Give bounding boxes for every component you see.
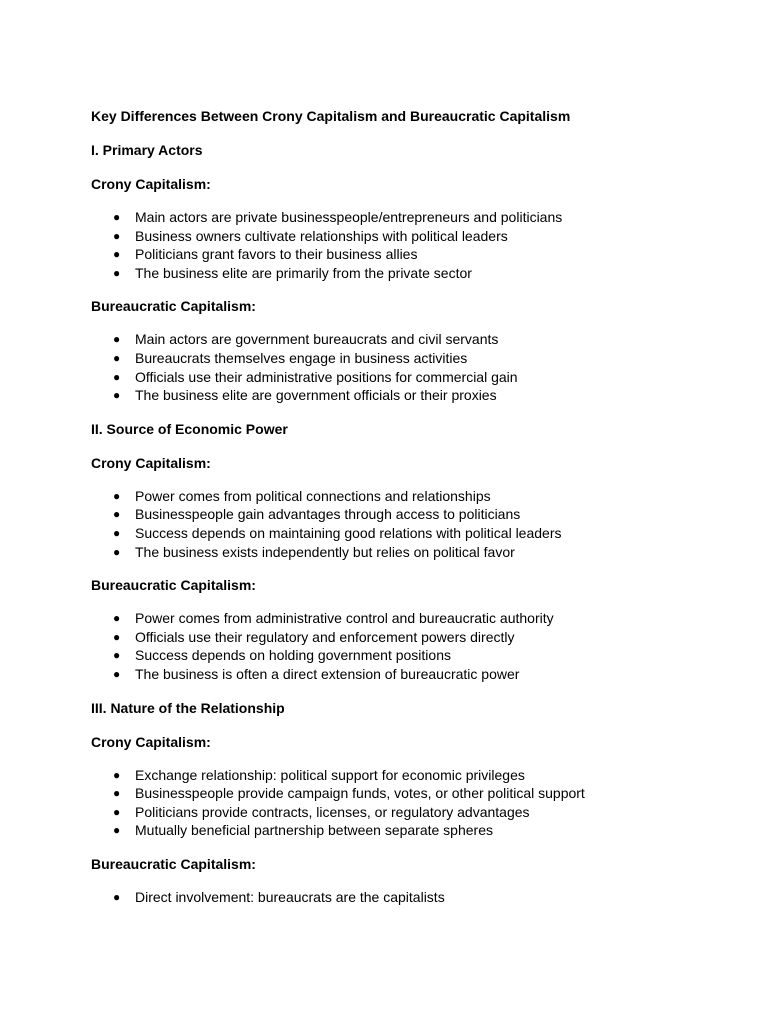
bullet-icon: ● xyxy=(113,210,121,224)
section-nature-of-relationship xyxy=(91,698,711,907)
list-item xyxy=(91,505,711,524)
list-item-text: Power comes from administrative control and bureaucratic authority xyxy=(135,610,554,627)
subheading-bureaucratic: Bureaucratic Capitalism: xyxy=(91,298,256,315)
document-title: Key Differences Between Crony Capitalism and Bureaucratic Capitalism xyxy=(91,108,571,124)
list-item xyxy=(91,330,711,349)
list-item-text: Direct involvement: bureaucrats are the capitalists xyxy=(135,888,445,905)
list-item-text: The business elite are primarily from the private sector xyxy=(135,264,472,281)
list-item-text: Officials use their regulatory and enforcement powers directly xyxy=(135,628,515,645)
list-item xyxy=(91,368,711,387)
bullet-icon: ● xyxy=(113,767,121,782)
list-item xyxy=(91,646,711,665)
bullet-icon: ● xyxy=(113,228,121,243)
bullet-list xyxy=(91,888,711,907)
list-item xyxy=(91,784,711,803)
subheading-crony: Crony Capitalism: xyxy=(91,454,211,471)
list-item xyxy=(91,888,711,907)
list-item-text: Main actors are private businesspeople/entrepreneurs and politicians xyxy=(135,209,563,225)
bullet-icon: ● xyxy=(113,488,121,503)
section-heading: I. Primary Actors xyxy=(91,142,203,158)
list-item xyxy=(91,487,711,506)
list-item-text: Politicians provide contracts, licenses, or regulatory advantages xyxy=(135,803,530,820)
bullet-icon: ● xyxy=(113,247,121,262)
bullet-icon: ● xyxy=(113,350,121,365)
list-item xyxy=(91,349,711,368)
list-item-text: Officials use their administrative positions for commercial gain xyxy=(135,368,518,385)
bullet-icon: ● xyxy=(113,525,121,540)
list-item xyxy=(91,386,711,405)
list-item-text: Bureaucrats themselves engage in business activities xyxy=(135,349,468,366)
list-item-text: Success depends on holding government positions xyxy=(135,647,451,664)
bullet-icon: ● xyxy=(113,666,121,681)
bullet-list xyxy=(91,487,711,561)
list-item xyxy=(91,227,711,246)
subheading-bureaucratic: Bureaucratic Capitalism: xyxy=(91,855,256,872)
section-source-of-economic-power xyxy=(91,419,711,684)
list-item xyxy=(91,628,711,647)
bullet-icon: ● xyxy=(113,507,121,522)
list-item-text: The business is often a direct extension of bureaucratic power xyxy=(135,665,520,682)
list-item-text: Main actors are government bureaucrats and civil servants xyxy=(135,331,499,348)
list-item-text: The business exists independently but relies on political favor xyxy=(135,543,515,560)
bullet-icon: ● xyxy=(113,388,121,403)
subheading-crony: Crony Capitalism: xyxy=(91,176,211,192)
list-item-text: Power comes from political connections and relationships xyxy=(135,487,491,504)
bullet-icon: ● xyxy=(113,804,121,819)
bullet-list xyxy=(91,330,711,404)
subheading-crony: Crony Capitalism: xyxy=(91,733,211,750)
list-item-text: Businesspeople provide campaign funds, votes, or other political support xyxy=(135,785,585,802)
bullet-list xyxy=(91,208,711,282)
list-item xyxy=(91,609,711,628)
list-item xyxy=(91,821,711,840)
list-item xyxy=(91,803,711,822)
list-item xyxy=(91,665,711,684)
bullet-icon: ● xyxy=(113,889,121,904)
bullet-icon: ● xyxy=(113,265,121,280)
subheading-bureaucratic: Bureaucratic Capitalism: xyxy=(91,577,256,594)
section-heading: II. Source of Economic Power xyxy=(91,420,288,437)
section-heading: III. Nature of the Relationship xyxy=(91,699,285,716)
list-item xyxy=(91,264,711,283)
list-item-text: Politicians grant favors to their business allies xyxy=(135,246,418,263)
bullet-icon: ● xyxy=(113,332,121,347)
list-item xyxy=(91,543,711,562)
bullet-list xyxy=(91,766,711,840)
bullet-icon: ● xyxy=(113,629,121,644)
bullet-icon: ● xyxy=(113,648,121,663)
list-item xyxy=(91,524,711,543)
list-item-text: Mutually beneficial partnership between separate spheres xyxy=(135,822,493,839)
bullet-icon: ● xyxy=(113,611,121,626)
bullet-icon: ● xyxy=(113,544,121,559)
list-item xyxy=(91,208,711,227)
bullet-icon: ● xyxy=(113,369,121,384)
list-item-text: Exchange relationship: political support for economic privileges xyxy=(135,766,525,783)
list-item-text: The business elite are government officials or their proxies xyxy=(135,387,497,404)
list-item-text: Businesspeople gain advantages through access to politicians xyxy=(135,506,521,523)
bullet-icon: ● xyxy=(113,786,121,801)
list-item xyxy=(91,245,711,264)
bullet-list xyxy=(91,609,711,683)
section-primary-actors xyxy=(91,140,711,405)
list-item xyxy=(91,766,711,785)
list-item-text: Success depends on maintaining good relations with political leaders xyxy=(135,524,562,541)
bullet-icon: ● xyxy=(113,823,121,838)
document-page xyxy=(91,106,711,920)
list-item-text: Business owners cultivate relationships with political leaders xyxy=(135,227,508,244)
